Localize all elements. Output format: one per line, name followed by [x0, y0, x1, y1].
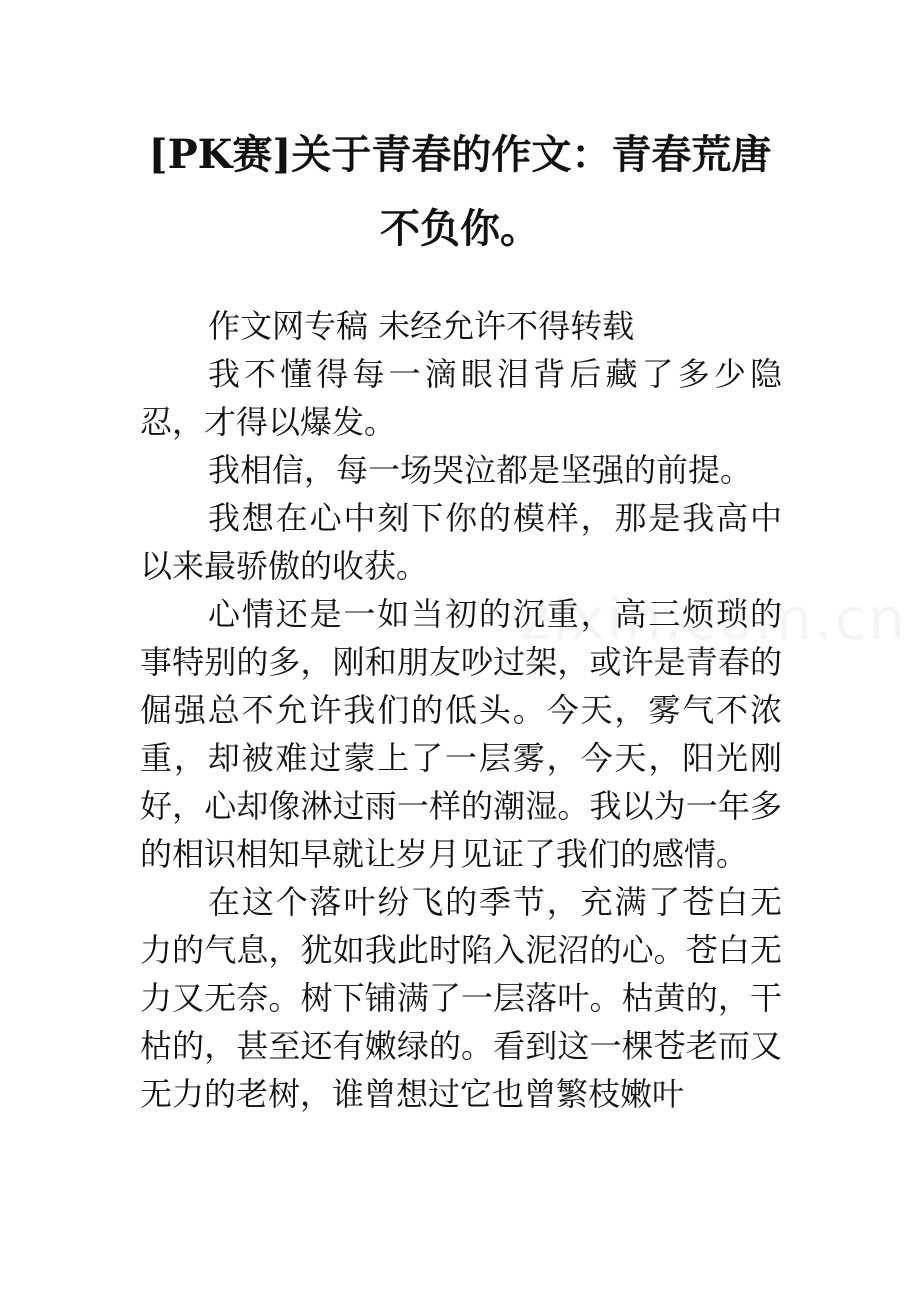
- paragraph: 我想在心中刻下你的模样，那是我高中以来最骄傲的收获。: [140, 499, 782, 585]
- paragraph: 在这个落叶纷飞的季节，充满了苍白无力的气息，犹如我此时陷入泥沼的心。苍白无力又无奈。树下铺满了一层落叶。枯黄的，干枯的，甚至还有嫩绿的。看到这一棵苍老而又无力的老树，谁曾想过它也曾繁枝嫩叶: [140, 883, 782, 1113]
- paragraph-source-note: 作文网专稿 未经允许不得转载: [208, 307, 635, 345]
- paragraph: 心情还是一如当初的沉重，高三烦琐的事特别的多，刚和朋友吵过架，或许是青春的倔强总不允许我们的低头。今天，雾气不浓重，却被难过蒙上了一层雾，今天，阳光刚好，心却像淋过雨一样的潮湿。我以为一年多的相识相知早就让岁月见证了我们的感情。: [140, 595, 782, 873]
- paragraph: 我不懂得每一滴眼泪背后藏了多少隐忍，才得以爆发。: [140, 355, 782, 441]
- document-title: [PK赛]关于青春的作文：青春荒唐不负你。: [148, 131, 772, 252]
- paragraph: 我相信，每一场哭泣都是坚强的前提。: [208, 451, 753, 489]
- document-body: [140, 302, 782, 1118]
